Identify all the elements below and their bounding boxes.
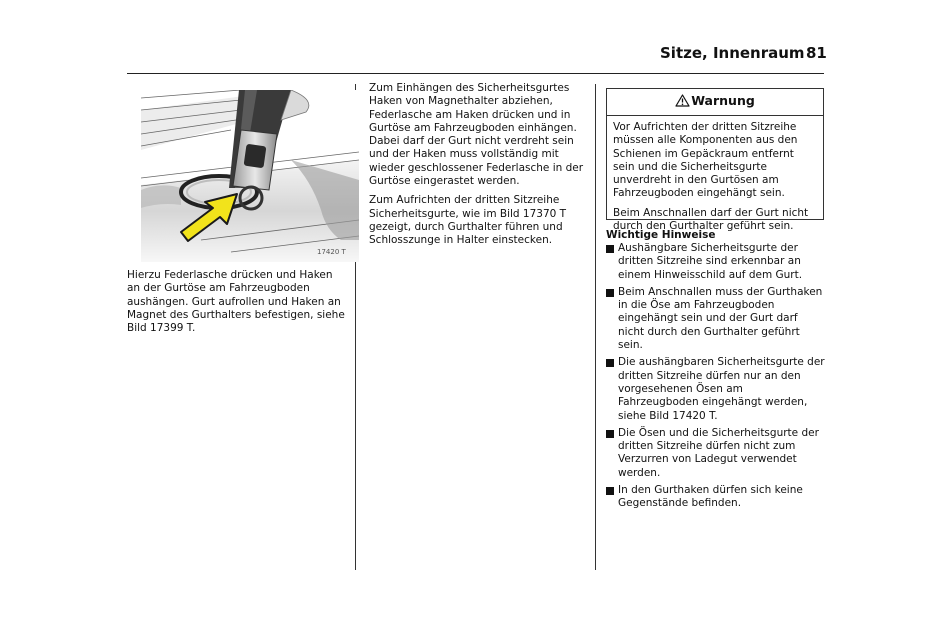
warning-box (606, 88, 824, 233)
page-header-title: Sitze, Innenraum (660, 44, 805, 62)
warning-header (607, 89, 823, 116)
list-item-text: Die Ösen und die Sicherheitsgurte der dritten Sitzreihe dürfen nicht zum Verzurren von Ladegut verwendet werden. (618, 426, 819, 479)
page-number: 81 (806, 44, 827, 62)
list-item-text: In den Gurthaken dürfen sich keine Gegenstände befinden. (618, 484, 803, 510)
warning-triangle-icon (675, 94, 690, 107)
col2-paragraph-2: Zum Aufrichten der dritten Sitzreihe Sicherheitsgurte, wie im Bild 17370 T gezeigt, durch Gurthalter führen und Schlosszunge in Halter einstecken. (369, 194, 567, 247)
column-2 (366, 82, 584, 254)
bullet-square-icon (606, 289, 614, 297)
list-item-text: Aushängbare Sicherheitsgurte der dritten Sitzreihe sind erkennbar an einem Hinweisschild auf dem Gurt. (618, 242, 803, 281)
col2-paragraph-1: Zum Einhängen des Sicherheitsgurtes Haken von Magnethalter abziehen, Federlasche am Haken drücken und in Gurtöse am Fahrzeugboden einhängen. Dabei darf der Gurt nicht verdreht sein und der Haken muss vollständig mit wieder geschlossener Federlasche in der Gurtöse eingerastet werden. (369, 82, 584, 188)
column-divider-right (595, 84, 596, 570)
bullet-square-icon (606, 487, 614, 495)
list-item (606, 242, 826, 282)
list-item (606, 484, 826, 511)
warning-paragraph-1: Vor Aufrichten der dritten Sitzreihe müssen alle Komponenten aus den Schienen im Gepäckraum entfernt sein und die Sicherheitsgurte unverdreht in den Gurtösen am Fahrzeugboden eingehängt sein. (613, 121, 798, 200)
column-1-text: Hierzu Federlasche drücken und Haken an der Gurtöse am Fahrzeugboden aushängen. Gurt aufrollen und Haken an Magnet des Gurthalters befestigen, siehe Bild 17399 T. (127, 269, 345, 335)
seatbelt-illustration (141, 90, 359, 262)
figure-label: 17420 T (317, 248, 346, 256)
list-item (606, 356, 826, 422)
list-item (606, 286, 826, 352)
list-item-text: Die aushängbaren Sicherheitsgurte der dritten Sitzreihe dürfen nur an den vorgesehenen Ösen am Fahrzeugboden eingehängt werden, siehe Bild 17420 T. (618, 356, 825, 422)
list-item-text: Beim Anschnallen muss der Gurthaken in die Öse am Fahrzeugboden eingehängt sein und der Gurt darf nicht durch den Gurthalter geführt sein. (618, 285, 823, 352)
list-item (606, 427, 826, 480)
important-notes (606, 229, 826, 515)
important-notes-title: Wichtige Hinweise (606, 229, 716, 241)
bullet-square-icon (606, 359, 614, 367)
warning-title: Warnung (691, 93, 755, 108)
bullet-square-icon (606, 245, 614, 253)
bullet-square-icon (606, 430, 614, 438)
header-rule (127, 73, 824, 74)
warning-body (607, 116, 823, 233)
warning-paragraph-2: Beim Anschnallen darf der Gurt nicht durch den Gurthalter geführt sein. (613, 206, 809, 233)
